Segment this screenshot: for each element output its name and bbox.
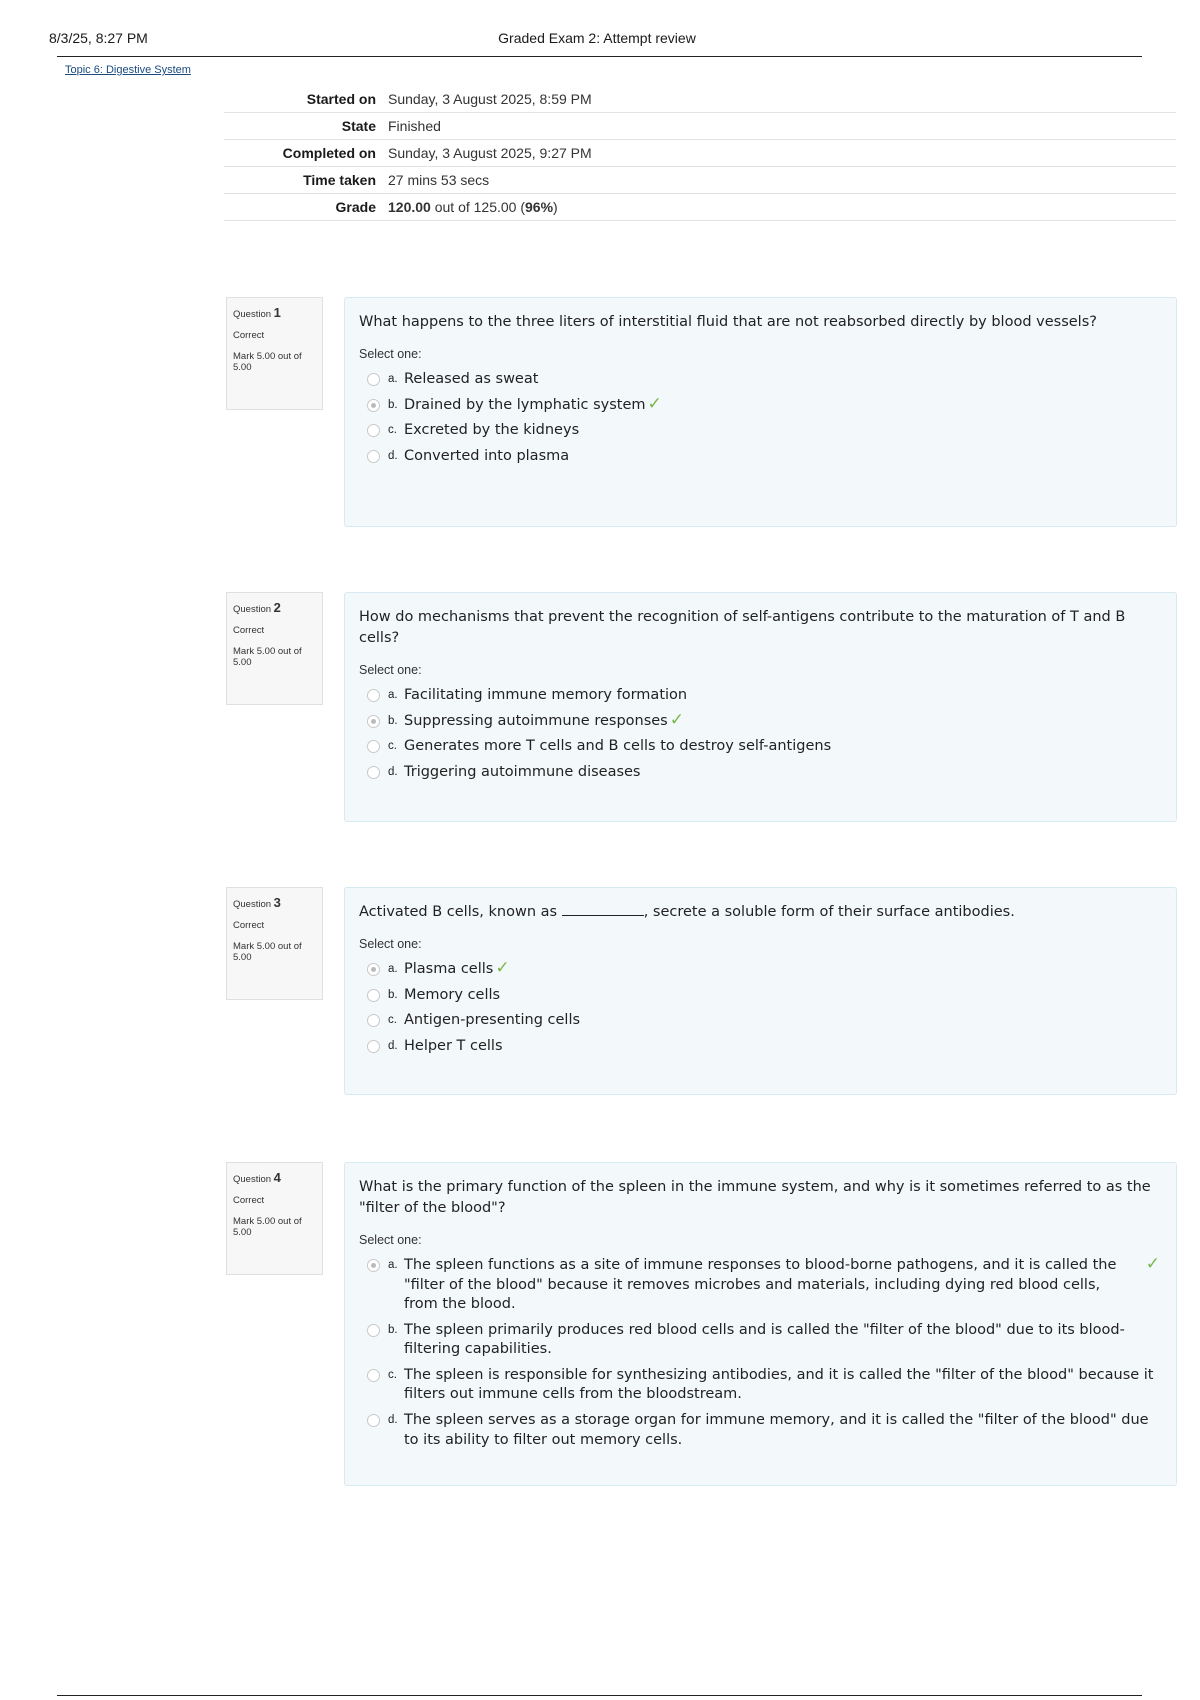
attempt-summary-table: [224, 86, 1176, 221]
option-letter: c.: [388, 1368, 397, 1381]
radio-button[interactable]: [367, 989, 380, 1002]
footer-divider: [57, 1695, 1142, 1696]
question-info: [226, 887, 323, 1000]
option-text: Excreted by the kidneys: [404, 422, 580, 439]
question-content: [344, 297, 1177, 527]
summary-label: State: [341, 118, 376, 134]
option-text: Suppressing autoimmune responses: [404, 712, 668, 729]
option-letter: b.: [388, 988, 398, 1001]
question-mark: Mark 5.00 out of 5.00: [233, 940, 302, 964]
summary-row-state: [224, 113, 1176, 140]
radio-button[interactable]: [367, 399, 380, 412]
option-text-wrap: [404, 709, 1162, 732]
answer-option-d[interactable]: [359, 1408, 1162, 1453]
answer-option-a[interactable]: [359, 1253, 1162, 1318]
summary-label: Grade: [335, 199, 376, 215]
summary-row-grade: [224, 194, 1176, 221]
option-text: Memory cells: [404, 986, 501, 1003]
answer-option-b[interactable]: [359, 983, 1162, 1009]
select-prompt: Select one:: [359, 347, 422, 362]
answer-option-b[interactable]: [359, 1318, 1162, 1363]
grade-percent: 96%: [525, 199, 554, 215]
radio-button[interactable]: [367, 740, 380, 753]
radio-button[interactable]: [367, 715, 380, 728]
option-letter: c.: [388, 424, 397, 437]
question-text: What happens to the three liters of interstitial fluid that are not reabsorbed directly by blood vessels?: [359, 314, 1097, 330]
answer-option-d[interactable]: [359, 1034, 1162, 1060]
select-prompt: Select one:: [359, 937, 422, 952]
option-text: Helper T cells: [404, 1037, 503, 1054]
summary-label: Started on: [306, 91, 376, 107]
answer-option-d[interactable]: [359, 760, 1162, 786]
answer-option-c[interactable]: [359, 734, 1162, 760]
select-prompt: Select one:: [359, 1233, 422, 1248]
summary-row-completed: [224, 140, 1176, 167]
option-text: The spleen primarily produces red blood cells and is called the "filter of the blood" due to its blood-filtering capabilities.: [404, 1321, 1125, 1358]
answer-option-b[interactable]: [359, 709, 1162, 735]
question-state: Correct: [233, 1194, 265, 1206]
radio-button[interactable]: [367, 766, 380, 779]
answer-option-a[interactable]: [359, 367, 1162, 393]
summary-value: Sunday, 3 August 2025, 9:27 PM: [388, 145, 592, 161]
option-letter: b.: [388, 398, 398, 411]
correct-checkmark-icon: ✓: [1145, 1254, 1160, 1275]
answer-option-a[interactable]: [359, 957, 1162, 983]
radio-button[interactable]: [367, 1324, 380, 1337]
option-letter: d.: [388, 1413, 398, 1426]
radio-button[interactable]: [367, 1040, 380, 1053]
question-state: Correct: [233, 329, 265, 341]
question-text: What is the primary function of the spleen in the immune system, and why is it sometimes referred to as the "filter of the blood"?: [359, 1179, 1151, 1217]
page-title: Graded Exam 2: Attempt review: [498, 30, 696, 46]
answer-option-a[interactable]: [359, 683, 1162, 709]
option-text: Generates more T cells and B cells to destroy self-antigens: [404, 738, 832, 755]
summary-row-time-taken: [224, 167, 1176, 194]
answer-options: [359, 683, 1162, 785]
question-mark: Mark 5.00 out of 5.00: [233, 1215, 302, 1239]
answer-option-b[interactable]: [359, 393, 1162, 419]
answer-options: [359, 367, 1162, 469]
correct-checkmark-icon: ✓: [495, 958, 510, 979]
summary-value: [384, 194, 1176, 221]
breadcrumb-topic-link[interactable]: Topic 6: Digestive System: [65, 64, 191, 76]
grade-total: out of 125.00 (: [430, 199, 526, 215]
summary-label: Time taken: [303, 172, 376, 188]
option-text: Drained by the lymphatic system: [404, 396, 646, 413]
radio-button[interactable]: [367, 963, 380, 976]
question-info: [226, 592, 323, 705]
option-letter: a.: [388, 1259, 398, 1272]
summary-value: Sunday, 3 August 2025, 8:59 PM: [388, 91, 592, 107]
summary-value: Finished: [388, 118, 441, 134]
option-text-wrap: [404, 393, 1162, 416]
question-number: Question 3: [233, 895, 281, 910]
option-text: The spleen is responsible for synthesizing antibodies, and it is called the "filter of the blood" because it filters out immune cells from the bloodstream.: [404, 1366, 1154, 1403]
option-letter: d.: [388, 449, 398, 462]
radio-button[interactable]: [367, 689, 380, 702]
option-letter: d.: [388, 765, 398, 778]
summary-row-started: [224, 86, 1176, 113]
option-letter: b.: [388, 714, 398, 727]
question-content: [344, 592, 1177, 822]
question-state: Correct: [233, 919, 265, 931]
answer-options: [359, 1253, 1162, 1453]
correct-checkmark-icon: ✓: [669, 709, 684, 730]
question-text-end: , secrete a soluble form of their surface antibodies.: [643, 904, 1015, 920]
summary-label: Completed on: [282, 145, 376, 161]
question-number: Question 1: [233, 305, 281, 320]
question-info: [226, 1162, 323, 1275]
option-text: Triggering autoimmune diseases: [404, 763, 641, 780]
print-datetime: 8/3/25, 8:27 PM: [49, 30, 148, 46]
option-letter: a.: [388, 373, 398, 386]
fill-blank: [562, 903, 644, 916]
answer-option-c[interactable]: [359, 418, 1162, 444]
radio-button[interactable]: [367, 424, 380, 437]
question-text: [359, 902, 1162, 923]
question-mark: Mark 5.00 out of 5.00: [233, 645, 302, 669]
grade-score: 120.00: [388, 199, 431, 215]
answer-options: [359, 957, 1162, 1059]
option-letter: d.: [388, 1039, 398, 1052]
question-state: Correct: [233, 624, 265, 636]
question-content: [344, 1162, 1177, 1486]
radio-button[interactable]: [367, 450, 380, 463]
option-text-wrap: [404, 960, 1162, 980]
radio-button[interactable]: [367, 373, 380, 386]
question-number: Question 2: [233, 600, 281, 615]
option-letter: b.: [388, 1323, 398, 1336]
grade-close: ): [553, 199, 558, 215]
radio-button[interactable]: [367, 1369, 380, 1382]
option-letter: c.: [388, 740, 397, 753]
option-text: The spleen serves as a storage organ for immune memory, and it is called the "filter of the blood" due to its ability to filter out memory cells.: [404, 1411, 1149, 1448]
option-text: Plasma cells: [404, 961, 494, 978]
option-letter: a.: [388, 963, 398, 976]
answer-option-c[interactable]: [359, 1363, 1162, 1408]
option-text: Converted into plasma: [404, 447, 570, 464]
question-mark: Mark 5.00 out of 5.00: [233, 350, 302, 374]
question-text-start: Activated B cells, known as: [359, 904, 562, 920]
radio-button[interactable]: [367, 1014, 380, 1027]
answer-option-c[interactable]: [359, 1008, 1162, 1034]
answer-option-d[interactable]: [359, 444, 1162, 470]
question-info: [226, 297, 323, 410]
option-letter: a.: [388, 689, 398, 702]
question-text: How do mechanisms that prevent the recognition of self-antigens contribute to the maturation of T and B cells?: [359, 609, 1126, 647]
radio-button[interactable]: [367, 1259, 380, 1272]
question-content: [344, 887, 1177, 1095]
radio-button[interactable]: [367, 1414, 380, 1427]
option-text: Released as sweat: [404, 371, 539, 388]
summary-value: 27 mins 53 secs: [388, 172, 490, 188]
option-letter: c.: [388, 1014, 397, 1027]
header-divider: [57, 56, 1142, 57]
select-prompt: Select one:: [359, 663, 422, 678]
option-text: Facilitating immune memory formation: [404, 687, 688, 704]
option-text: The spleen functions as a site of immune responses to blood-borne pathogens, and it is called the "filter of the blood" because it removes microbes and materials, including dying red blood cells, from the blood.: [404, 1257, 1117, 1313]
question-number: Question 4: [233, 1170, 281, 1185]
correct-checkmark-icon: ✓: [647, 393, 662, 414]
option-text: Antigen-presenting cells: [404, 1012, 581, 1029]
